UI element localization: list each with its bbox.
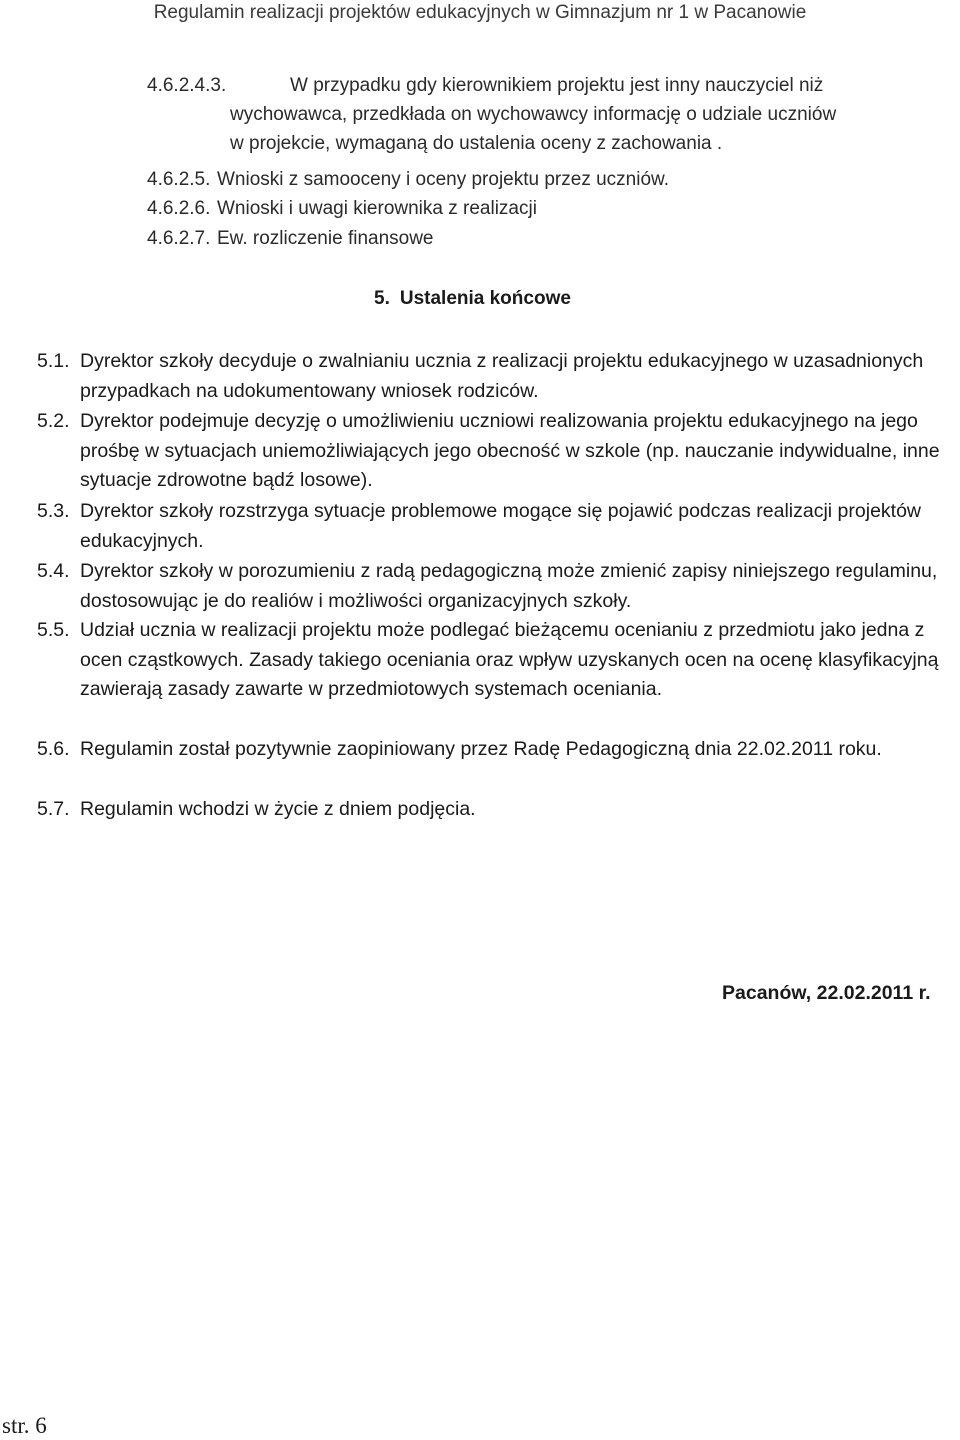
subitem-text: Ew. rozliczenie finansowe (217, 228, 434, 249)
document-header (0, 0, 960, 26)
subitem-number: 4.6.2.7. (147, 228, 211, 249)
paragraph-number: 5.2. (37, 410, 70, 432)
paragraph-5-6 (37, 735, 947, 765)
place-and-date: Pacanów, 22.02.2011 r. (722, 982, 931, 1004)
subitem-text (230, 71, 950, 158)
subitem-text-line-1: W przypadku gdy kierownikiem projektu jest inny nauczyciel niż (290, 75, 824, 96)
paragraph-5-1 (37, 347, 947, 406)
paragraph-5-7 (37, 795, 947, 825)
subitem-number: 4.6.2.4.3. (147, 75, 227, 96)
header-title: Regulamin realizacji projektów edukacyjnych w Gimnazjum nr 1 w Pacanowie (153, 2, 807, 23)
paragraph-number: 5.3. (37, 500, 70, 522)
subitem-text-line-3: w projekcie, wymaganą do ustalenia oceny z zachowania . (230, 133, 723, 154)
page-number: str. 6 (2, 1413, 47, 1438)
paragraph-number: 5.1. (37, 350, 70, 372)
paragraph-number: 5.6. (37, 738, 70, 760)
paragraph-text: Dyrektor podejmuje decyzję o umożliwieniu uczniowi realizowania projektu edukacyjnego na jego prośbę w sytuacjach uniemożliwiających jego obecność w szkole (np. nauczanie indywidualne, inne sytuacje zdrowotne bądź losowe). (80, 410, 940, 492)
paragraph-5-2 (37, 407, 947, 496)
paragraph-number: 5.7. (37, 798, 70, 820)
subitem-text: Wnioski i uwagi kierownika z realizacji (217, 198, 537, 219)
section-title: Ustalenia końcowe (399, 288, 571, 309)
subitem-text: Wnioski z samooceny i oceny projektu przez uczniów. (217, 169, 669, 190)
subitem-number: 4.6.2.5. (147, 169, 211, 190)
paragraph-5-5 (37, 616, 947, 705)
paragraph-text: Regulamin wchodzi w życie z dniem podjęcia. (80, 798, 476, 820)
subitem-text-line-2: wychowawca, przedkłada on wychowawcy informację o udziale uczniów (230, 104, 837, 125)
paragraph-text: Dyrektor szkoły w porozumieniu z radą pedagogiczną może zmienić zapisy niniejszego regulaminu, dostosowując je do realiów i możliwości organizacyjnych szkoły. (80, 560, 938, 612)
paragraph-5-4 (37, 557, 947, 616)
paragraph-text: Udział ucznia w realizacji projektu może podlegać bieżącemu ocenianiu z przedmiotu jako jedna z ocen cząstkowych. Zasady takiego oceniania oraz wpływ uzyskanych ocen na ocenę klasyfikacyjną zawierają zasady zawarte w przedmiotowych systemach oceniania. (80, 619, 939, 701)
paragraph-number: 5.5. (37, 619, 70, 641)
paragraph-text: Dyrektor szkoły rozstrzyga sytuacje problemowe mogące się pojawić podczas realizacji projektów edukacyjnych. (80, 500, 922, 552)
subitem-number: 4.6.2.6. (147, 198, 211, 219)
paragraph-text: Regulamin został pozytywnie zaopiniowany przez Radę Pedagogiczną dnia 22.02.2011 roku. (80, 738, 882, 760)
section-number: 5. (374, 288, 390, 309)
section-heading (374, 286, 571, 312)
paragraph-5-3 (37, 497, 947, 556)
paragraph-text: Dyrektor szkoły decyduje o zwalnianiu ucznia z realizacji projektu edukacyjnego w uzasadnionych przypadkach na udokumentowany wniosek rodziców. (80, 350, 924, 402)
paragraph-number: 5.4. (37, 560, 70, 582)
